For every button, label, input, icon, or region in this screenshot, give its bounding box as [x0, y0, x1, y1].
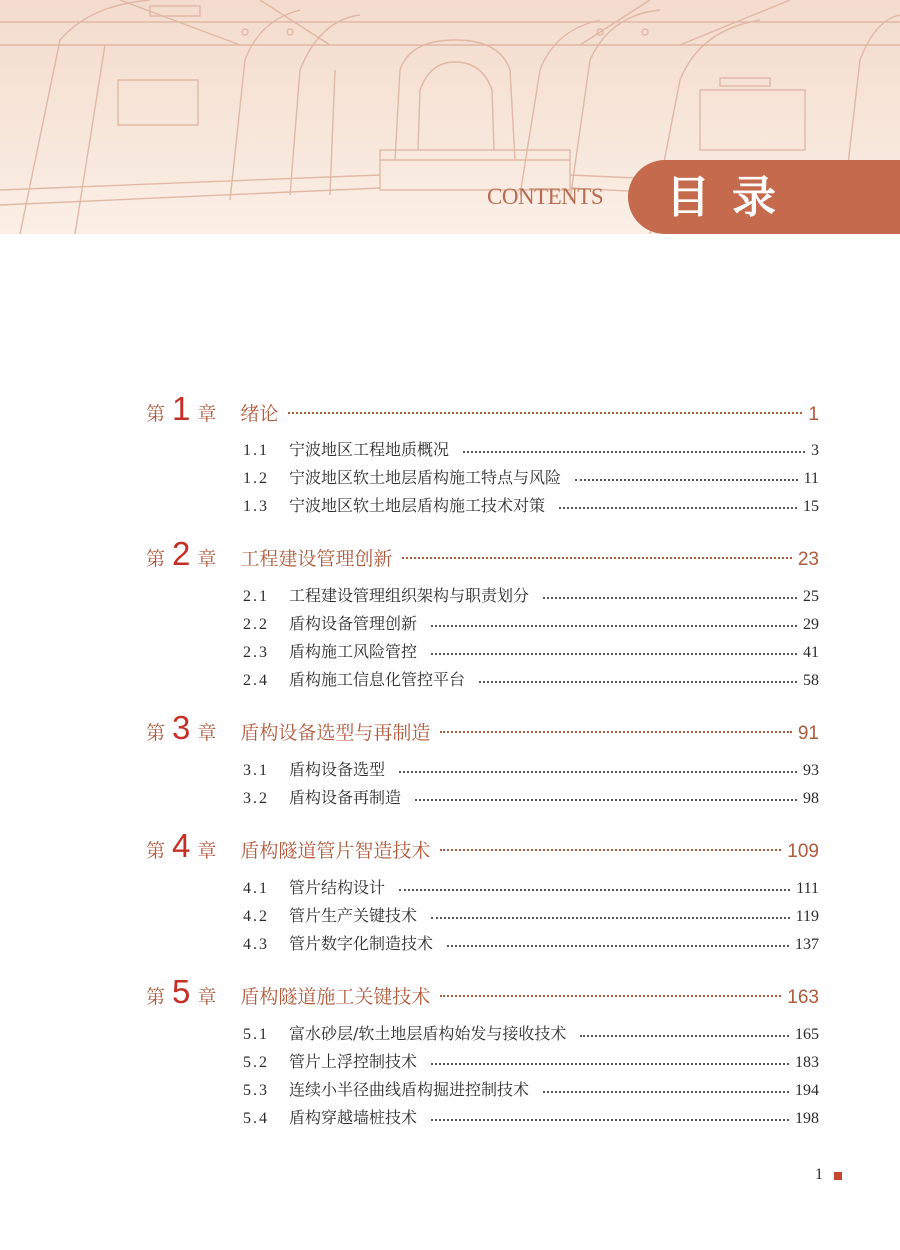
dot-leader — [559, 505, 797, 509]
section-number: 4.2 — [243, 908, 269, 925]
dot-leader — [431, 1061, 789, 1065]
section-page-number: 165 — [795, 1026, 819, 1043]
section-page-number: 3 — [811, 442, 819, 459]
section-title: 盾构设备再制造 — [289, 788, 402, 807]
section-number: 5.3 — [243, 1082, 269, 1099]
dot-leader — [440, 729, 791, 733]
chapter-title: 盾构隧道施工关键技术 — [240, 986, 431, 1008]
section-page-number: 198 — [795, 1110, 819, 1127]
dot-leader — [431, 623, 797, 627]
section-page-number: 119 — [795, 908, 819, 925]
section-number: 2.2 — [243, 616, 269, 633]
dot-leader — [402, 555, 791, 559]
section-title: 盾构穿越墙桩技术 — [289, 1108, 418, 1127]
chapter-3-entry[interactable] — [146, 709, 819, 745]
section-number: 2.4 — [243, 672, 269, 689]
dot-leader — [399, 769, 797, 773]
chapter-prefix: 第 — [146, 986, 166, 1008]
section-number: 3.2 — [243, 790, 269, 807]
section-number: 5.2 — [243, 1054, 269, 1071]
section-5-4-entry[interactable] — [243, 1105, 819, 1127]
section-number: 3.1 — [243, 762, 269, 779]
section-number: 1.2 — [243, 470, 269, 487]
chapter-page-number: 163 — [787, 987, 819, 1008]
chapter-number: 5 — [172, 973, 191, 1010]
section-page-number: 41 — [803, 644, 819, 661]
chapter-number: 2 — [172, 535, 191, 572]
dot-leader — [463, 449, 805, 453]
chapter-title: 盾构设备选型与再制造 — [240, 722, 431, 744]
chapter-title: 绪论 — [240, 403, 279, 425]
chapter-number: 1 — [172, 390, 191, 427]
section-number: 2.3 — [243, 644, 269, 661]
section-title: 盾构施工风险管控 — [289, 642, 418, 661]
page-marker-square — [834, 1172, 842, 1180]
section-title: 盾构设备管理创新 — [289, 614, 418, 633]
header-banner — [0, 0, 900, 234]
section-1-3-entry[interactable] — [243, 493, 819, 515]
section-4-2-entry[interactable] — [243, 903, 819, 925]
dot-leader — [543, 595, 797, 599]
dot-leader — [479, 679, 797, 683]
section-number: 4.1 — [243, 880, 269, 897]
dot-leader — [399, 887, 790, 891]
section-title: 盾构设备选型 — [289, 760, 386, 779]
section-page-number: 11 — [803, 470, 819, 487]
section-5-1-entry[interactable] — [243, 1021, 819, 1043]
section-2-1-entry[interactable] — [243, 583, 819, 605]
section-title: 工程建设管理组织架构与职责划分 — [289, 586, 530, 605]
section-page-number: 137 — [795, 936, 819, 953]
section-page-number: 25 — [803, 588, 819, 605]
dot-leader — [447, 943, 789, 947]
chapter-5-entry[interactable] — [146, 973, 819, 1009]
section-number: 5.1 — [243, 1026, 269, 1043]
section-page-number: 58 — [803, 672, 819, 689]
dot-leader — [543, 1089, 789, 1093]
section-2-2-entry[interactable] — [243, 611, 819, 633]
section-number: 5.4 — [243, 1110, 269, 1127]
section-3-2-entry[interactable] — [243, 785, 819, 807]
section-title: 管片结构设计 — [289, 878, 386, 897]
section-1-1-entry[interactable] — [243, 437, 819, 459]
chapter-page-number: 109 — [787, 841, 819, 862]
section-number: 2.1 — [243, 588, 269, 605]
section-number: 4.3 — [243, 936, 269, 953]
chapter-title: 工程建设管理创新 — [240, 548, 393, 570]
chapter-4-entry[interactable] — [146, 827, 819, 863]
chapter-number: 4 — [172, 827, 191, 864]
section-2-3-entry[interactable] — [243, 639, 819, 661]
section-title: 管片数字化制造技术 — [289, 934, 434, 953]
section-page-number: 93 — [803, 762, 819, 779]
section-page-number: 183 — [795, 1054, 819, 1071]
section-title: 宁波地区软土地层盾构施工技术对策 — [289, 496, 546, 515]
chapter-1-entry[interactable] — [146, 390, 819, 426]
section-number: 1.3 — [243, 498, 269, 515]
chapter-suffix: 章 — [197, 840, 217, 862]
section-page-number: 111 — [796, 880, 819, 897]
section-page-number: 29 — [803, 616, 819, 633]
section-3-1-entry[interactable] — [243, 757, 819, 779]
dot-leader — [431, 651, 797, 655]
section-number: 1.1 — [243, 442, 269, 459]
section-5-2-entry[interactable] — [243, 1049, 819, 1071]
section-2-4-entry[interactable] — [243, 667, 819, 689]
chapter-page-number: 23 — [797, 549, 819, 570]
chapter-2-entry[interactable] — [146, 535, 819, 571]
section-title: 管片上浮控制技术 — [289, 1052, 418, 1071]
footer-page-number: 1 — [815, 1166, 823, 1183]
chapter-suffix: 章 — [197, 722, 217, 744]
chapter-prefix: 第 — [146, 548, 166, 570]
chapter-number: 3 — [172, 709, 191, 746]
section-page-number: 194 — [795, 1082, 819, 1099]
chapter-title: 盾构隧道管片智造技术 — [240, 840, 431, 862]
page-title: 目录 — [666, 172, 798, 223]
dot-leader — [288, 410, 802, 414]
contents-label: CONTENTS — [487, 184, 604, 209]
section-page-number: 98 — [803, 790, 819, 807]
section-title: 盾构施工信息化管控平台 — [289, 670, 466, 689]
chapter-suffix: 章 — [197, 403, 217, 425]
chapter-prefix: 第 — [146, 840, 166, 862]
chapter-prefix: 第 — [146, 403, 166, 425]
section-4-1-entry[interactable] — [243, 875, 819, 897]
dot-leader — [431, 915, 790, 919]
section-title: 富水砂层/软土地层盾构始发与接收技术 — [289, 1024, 567, 1043]
chapter-page-number: 91 — [797, 723, 819, 744]
dot-leader — [575, 477, 798, 481]
section-1-2-entry[interactable] — [243, 465, 819, 487]
dot-leader — [580, 1033, 789, 1037]
chapter-suffix: 章 — [197, 548, 217, 570]
dot-leader — [415, 797, 797, 801]
section-5-3-entry[interactable] — [243, 1077, 819, 1099]
dot-leader — [431, 1117, 789, 1121]
section-title: 连续小半径曲线盾构掘进控制技术 — [289, 1080, 530, 1099]
section-title: 管片生产关键技术 — [289, 906, 418, 925]
section-title: 宁波地区工程地质概况 — [289, 440, 450, 459]
section-4-3-entry[interactable] — [243, 931, 819, 953]
section-title: 宁波地区软土地层盾构施工特点与风险 — [289, 468, 562, 487]
dot-leader — [440, 847, 781, 851]
chapter-page-number: 1 — [808, 404, 819, 425]
chapter-prefix: 第 — [146, 722, 166, 744]
dot-leader — [440, 993, 781, 997]
section-page-number: 15 — [803, 498, 819, 515]
chapter-suffix: 章 — [197, 986, 217, 1008]
